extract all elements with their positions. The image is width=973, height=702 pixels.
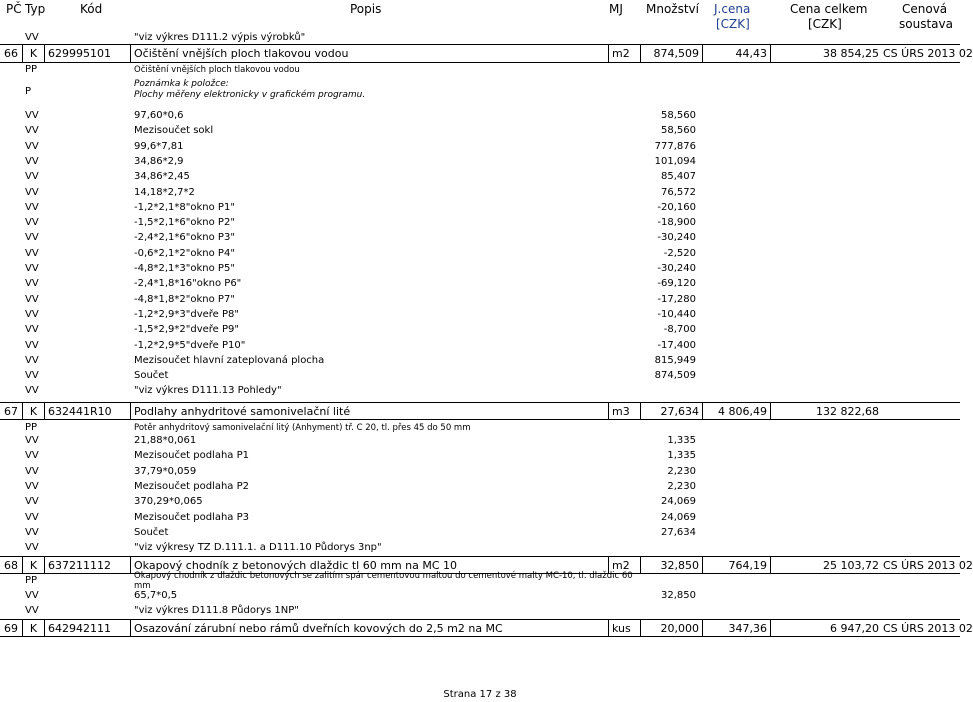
row-value: 777,876 xyxy=(654,140,696,152)
row-text: Mezisoučet podlaha P2 xyxy=(134,480,249,492)
row-type: VV xyxy=(25,526,39,538)
item-soustava: CS ÚRS 2013 02 xyxy=(883,558,973,572)
row-type: VV xyxy=(25,278,39,290)
item-typ: K xyxy=(22,557,44,573)
item-kod: 632441R10 xyxy=(44,403,130,419)
vv-row xyxy=(0,324,960,337)
vv-row xyxy=(0,309,960,322)
row-type: VV xyxy=(25,354,39,366)
row-text: -1,5*2,1*6"okno P2" xyxy=(134,217,235,229)
row-type: VV xyxy=(25,370,39,382)
row-value: -30,240 xyxy=(657,263,696,274)
row-text: Mezisoučet podlaha P1 xyxy=(134,450,249,462)
row-type: VV xyxy=(25,232,39,244)
row-text: 97,60*0,6 xyxy=(134,110,184,121)
row-text: -0,6*2,1*2"okno P4" xyxy=(134,247,235,259)
row-type: VV xyxy=(25,542,39,554)
col-jcena-unit: [CZK] xyxy=(716,17,750,31)
vv-row xyxy=(0,481,960,494)
row-value: 2,230 xyxy=(667,465,696,477)
row-value: 58,560 xyxy=(661,110,696,121)
item-pc: 69 xyxy=(4,621,18,635)
row-type: PP xyxy=(25,422,38,433)
vv-row xyxy=(0,187,960,200)
row-type: VV xyxy=(25,324,39,336)
item-mnozstvi: 32,850 xyxy=(640,557,702,573)
row-value: -10,440 xyxy=(657,308,696,320)
row-type: VV xyxy=(25,217,39,229)
row-type: PP xyxy=(25,575,38,586)
row-text: -1,2*2,1*8"okno P1" xyxy=(134,201,235,213)
vv-row xyxy=(0,232,960,245)
vv-row xyxy=(0,141,960,154)
row-type: VV xyxy=(25,308,39,320)
col-mj: MJ xyxy=(609,2,623,16)
row-type: VV xyxy=(25,450,39,462)
item-mnozstvi: 874,509 xyxy=(640,45,702,62)
vv-row xyxy=(0,527,960,540)
row-text: 14,18*2,7*2 xyxy=(134,186,195,198)
vv-row xyxy=(0,435,960,448)
item-mnozstvi: 20,000 xyxy=(640,620,702,636)
item-pc: 66 xyxy=(4,47,18,60)
row-type: VV xyxy=(25,110,39,121)
item-kod: 642942111 xyxy=(44,620,130,636)
row-text: 370,29*0,065 xyxy=(134,496,203,508)
item-celkem: 25 103,72 xyxy=(770,557,882,573)
row-text: Mezisoučet podlaha P3 xyxy=(134,511,249,523)
item-row-67[interactable] xyxy=(0,402,960,420)
row-value: 32,850 xyxy=(661,590,696,601)
row-value: -8,700 xyxy=(663,324,696,336)
vv-row xyxy=(0,496,960,509)
item-row-66[interactable] xyxy=(0,44,973,63)
row-text: -4,8*1,8*2"okno P7" xyxy=(134,293,235,305)
vv-row xyxy=(0,202,960,215)
note-title: Poznámka k položce: xyxy=(134,79,229,89)
item-mj: m3 xyxy=(608,403,640,419)
vv-row xyxy=(0,125,960,138)
row-type: VV xyxy=(25,605,39,617)
row-value: 1,335 xyxy=(667,450,696,462)
item-mj: m2 xyxy=(608,557,640,573)
row-value: 874,509 xyxy=(654,370,696,382)
row-type: VV xyxy=(25,32,39,43)
col-celkem-unit: [CZK] xyxy=(808,17,842,31)
row-value: 2,230 xyxy=(667,480,696,492)
item-jcena: 44,43 xyxy=(702,45,770,62)
pp-text: Potěr anhydritový samonivelační litý (Anhyment) tř. C 20, tl. přes 45 do 50 mm xyxy=(134,423,471,433)
vv-row xyxy=(0,278,960,291)
row-text: Součet xyxy=(134,526,169,538)
row-value: -18,900 xyxy=(657,217,696,229)
row-text: "viz výkres D111.8 Půdorys 1NP" xyxy=(134,605,299,617)
item-mj: kus xyxy=(608,620,640,636)
col-celkem: Cena celkem xyxy=(790,2,868,16)
row-text: 65,7*0,5 xyxy=(134,590,178,601)
col-typ: Typ xyxy=(25,2,46,16)
row-text: "viz výkres D111.13 Pohledy" xyxy=(134,385,282,397)
row-value: 24,069 xyxy=(661,496,696,508)
row-text: 21,88*0,061 xyxy=(134,435,197,446)
row-text: -4,8*2,1*3"okno P5" xyxy=(134,263,235,274)
row-text: -2,4*2,1*6"okno P3" xyxy=(134,232,235,244)
col-cenova: Cenová xyxy=(902,2,948,16)
row-type: VV xyxy=(25,590,39,601)
row-value: 27,634 xyxy=(661,526,696,538)
item-mj: m2 xyxy=(608,45,640,62)
row-text: "viz výkresy TZ D.111.1. a D111.10 Půdorys 3np" xyxy=(134,542,382,554)
row-value: 101,094 xyxy=(654,155,696,167)
row-value: 1,335 xyxy=(667,435,696,446)
row-value: -2,520 xyxy=(663,247,696,259)
vv-row xyxy=(0,171,960,184)
row-text: -1,2*2,9*3"dveře P8" xyxy=(134,308,240,320)
row-text: Součet xyxy=(134,370,169,382)
row-value: -20,160 xyxy=(657,201,696,213)
pp-row xyxy=(0,422,960,434)
vv-row xyxy=(0,248,960,261)
vv-row xyxy=(0,542,960,555)
pp-text: Očištění vnějších ploch tlakovou vodou xyxy=(134,65,300,75)
item-jcena: 764,19 xyxy=(702,557,770,573)
vv-row xyxy=(0,466,960,479)
vv-row xyxy=(0,217,960,230)
col-kod: Kód xyxy=(80,2,103,16)
item-typ: K xyxy=(22,620,44,636)
row-type: PP xyxy=(25,64,38,75)
item-pc: 68 xyxy=(4,558,18,572)
col-mnozstvi: Množství xyxy=(646,2,699,16)
item-soustava: CS ÚRS 2013 02 xyxy=(883,621,973,635)
row-type: VV xyxy=(25,480,39,492)
row-value: 58,560 xyxy=(661,125,696,137)
row-type: VV xyxy=(25,293,39,305)
vv-row xyxy=(0,355,960,368)
row-type: VV xyxy=(25,385,39,397)
row-type: VV xyxy=(25,171,39,183)
row-value: -69,120 xyxy=(657,278,696,290)
pp-row xyxy=(0,572,960,590)
row-value: 24,069 xyxy=(661,511,696,523)
row-value: 76,572 xyxy=(661,186,696,198)
item-typ: K xyxy=(22,45,44,62)
row-value: 815,949 xyxy=(654,354,696,366)
row-type: VV xyxy=(25,435,39,446)
item-popis: Podlahy anhydritové samonivelační lité xyxy=(130,403,608,419)
p-row xyxy=(0,79,960,103)
vv-row xyxy=(0,590,960,603)
row-type: VV xyxy=(25,125,39,137)
item-popis: Očištění vnějších ploch tlakovou vodou xyxy=(130,45,608,62)
vv-row xyxy=(0,450,960,463)
table-header xyxy=(0,0,960,34)
row-type: VV xyxy=(25,155,39,167)
row-text: Mezisoučet sokl xyxy=(134,125,214,137)
item-kod: 629995101 xyxy=(44,45,130,62)
item-celkem: 6 947,20 xyxy=(770,620,882,636)
vv-row xyxy=(0,32,960,44)
row-text: 34,86*2,9 xyxy=(134,155,184,167)
item-soustava xyxy=(880,403,960,419)
vv-row xyxy=(0,294,960,307)
item-jcena: 4 806,49 xyxy=(702,403,770,419)
item-soustava: CS ÚRS 2013 02 xyxy=(883,47,973,60)
vv-row xyxy=(0,605,960,618)
item-mnozstvi: 27,634 xyxy=(640,403,702,419)
col-pc: PČ xyxy=(6,2,22,16)
note-text: Plochy měřeny elektronicky v grafickém programu. xyxy=(134,90,366,100)
row-type: VV xyxy=(25,465,39,477)
row-text: 34,86*2,45 xyxy=(134,171,190,183)
row-value: -17,400 xyxy=(657,339,696,351)
vv-row xyxy=(0,512,960,525)
row-text: 99,6*7,81 xyxy=(134,140,184,152)
col-soustava: soustava xyxy=(899,17,953,31)
row-text: 37,79*0,059 xyxy=(134,465,197,477)
item-kod: 637211112 xyxy=(44,557,130,573)
row-text: -1,5*2,9*2"dveře P9" xyxy=(134,324,240,336)
row-type: VV xyxy=(25,247,39,259)
item-typ: K xyxy=(22,403,44,419)
row-value: -30,240 xyxy=(657,232,696,244)
vv-row xyxy=(0,370,960,383)
row-value: -17,280 xyxy=(657,293,696,305)
item-pc: 67 xyxy=(4,404,18,418)
pp-text: Okapový chodník z dlaždic betonových se zalitím spár cementovou maltou do cementové malty MC-10, tl. dlaždic 60 xyxy=(134,571,633,581)
row-text: Mezisoučet hlavní zateplovaná plocha xyxy=(134,354,325,366)
pp-row xyxy=(0,64,960,76)
vv-row xyxy=(0,110,960,123)
item-celkem: 38 854,25 xyxy=(770,45,882,62)
row-type: VV xyxy=(25,263,39,274)
item-jcena: 347,36 xyxy=(702,620,770,636)
row-type: VV xyxy=(25,140,39,152)
item-popis: Osazování zárubní nebo rámů dveřních kovových do 2,5 m2 na MC xyxy=(130,620,608,636)
row-text: -1,2*2,9*5"dveře P10" xyxy=(134,339,246,351)
row-type: VV xyxy=(25,496,39,508)
item-popis: Okapový chodník z betonových dlaždic tl 60 mm na MC 10 xyxy=(130,557,608,573)
row-text: "viz výkres D111.2 výpis výrobků" xyxy=(134,32,306,43)
row-type: VV xyxy=(25,201,39,213)
col-jcena: J.cena xyxy=(714,2,751,16)
row-type: VV xyxy=(25,511,39,523)
col-popis: Popis xyxy=(350,2,382,16)
item-celkem: 132 822,68 xyxy=(770,403,882,419)
vv-row xyxy=(0,340,960,353)
vv-row xyxy=(0,156,960,169)
row-type: VV xyxy=(25,186,39,198)
row-value: 85,407 xyxy=(661,171,696,183)
vv-row xyxy=(0,263,960,276)
vv-row xyxy=(0,385,960,398)
row-text: -2,4*1,8*16"okno P6" xyxy=(134,278,242,290)
row-type: VV xyxy=(25,339,39,351)
page-number: Strana 17 z 38 xyxy=(443,689,517,700)
item-row-69[interactable] xyxy=(0,619,973,637)
pp-text-cont: mm xyxy=(134,581,151,591)
row-type: P xyxy=(25,86,32,97)
